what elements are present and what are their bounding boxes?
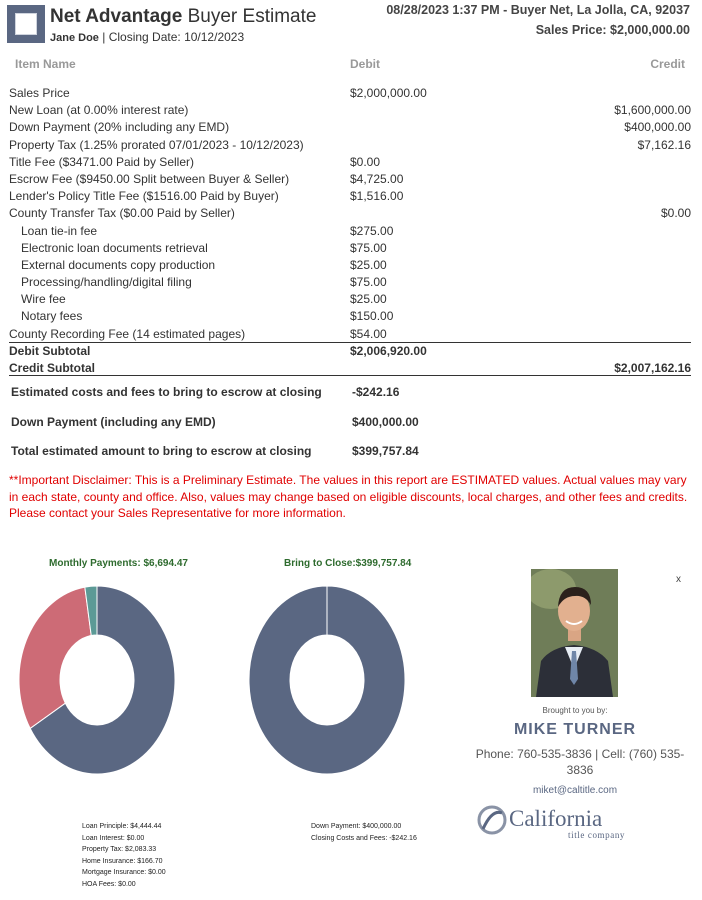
agent-photo (531, 569, 618, 697)
row-item-name: County Recording Fee (14 estimated pages) (9, 326, 246, 341)
total-amount-value: $399,757.84 (352, 444, 419, 458)
table-row (9, 240, 691, 257)
row-debit: $25.00 (350, 292, 387, 307)
subtotal-divider-bottom (9, 375, 691, 376)
table-row (9, 188, 691, 205)
table-row (9, 154, 691, 171)
legend-entry: Property Tax: $2,083.33 (82, 846, 157, 853)
column-credit: Credit (650, 57, 685, 71)
row-debit: $25.00 (350, 257, 387, 272)
report-title: Net Advantage Buyer Estimate (50, 6, 317, 27)
row-debit: $275.00 (350, 223, 394, 238)
disclaimer: **Important Disclaimer: This is a Preliminary Estimate. The values in this report are ESTIMATED values. Actual values may vary in each state, county and office. Also, values may change based on eligible discounts, local charges, and other fees and credits. Please contact your Sales Representative for more information. (9, 473, 688, 520)
legend-entry: Loan Principle: $4,444.44 (82, 823, 162, 830)
row-item-name: Electronic loan documents retrieval (21, 240, 208, 255)
table-row (9, 223, 691, 240)
table-row (9, 326, 691, 343)
table-row (9, 274, 691, 291)
bring-to-close-chart (244, 582, 410, 778)
row-item-name: County Transfer Tax ($0.00 Paid by Seller) (9, 206, 235, 221)
credit-subtotal-row: Credit Subtotal $2,007,162.16 (9, 361, 691, 375)
row-debit: $4,725.00 (350, 171, 404, 186)
row-debit: $2,000,000.00 (350, 86, 427, 100)
bring-to-close-legend (311, 821, 417, 844)
client-closing-line (50, 30, 244, 44)
row-debit: $54.00 (350, 326, 387, 341)
down-payment-label: Down Payment (including any EMD) (11, 415, 216, 429)
pie-slice-down-payment (249, 586, 405, 774)
table-row (9, 137, 691, 154)
row-credit: $1,600,000.00 (614, 103, 691, 118)
legend-entry: Home Insurance: $166.70 (82, 857, 163, 865)
row-item-name: Property Tax (1.25% prorated 07/01/2023 - 10/12/2023) (9, 137, 304, 152)
legend-entry: Mortgage Insurance: $0.00 (82, 869, 166, 876)
row-item-name: Down Payment (20% including any EMD) (9, 120, 230, 135)
close-icon[interactable]: x (676, 574, 681, 585)
company-name: California (509, 806, 603, 831)
brought-to-you-by: Brought to you by: (542, 706, 608, 715)
sales-price-header: Sales Price: $2,000,000.00 (535, 23, 690, 37)
row-item-name: Sales Price (9, 86, 70, 100)
row-item-name: Loan tie-in fee (21, 223, 98, 238)
table-row (9, 308, 691, 325)
pie-slice-property-tax (19, 587, 91, 728)
debit-subtotal-row: Debit Subtotal $2,006,920.00 (9, 343, 427, 358)
estimate-table (9, 85, 691, 377)
row-credit: $0.00 (660, 206, 691, 221)
legend-entry: Loan Interest: $0.00 (82, 834, 145, 842)
bring-to-close-title: Bring to Close:$399,757.84 (284, 558, 412, 569)
estimated-costs-value: -$242.16 (352, 385, 400, 399)
company-tagline: title company (568, 830, 626, 840)
legend-entry: HOA Fees: $0.00 (82, 880, 136, 888)
row-item-name: Processing/handling/digital filing (21, 275, 192, 290)
report-logo (7, 5, 45, 43)
table-row (9, 291, 691, 308)
estimated-costs-label: Estimated costs and fees to bring to escrow at closing (11, 385, 322, 399)
table-row (9, 102, 691, 119)
down-payment-value: $400,000.00 (352, 415, 419, 429)
report-meta: 08/28/2023 1:37 PM - Buyer Net, La Jolla, CA, 92037 (386, 3, 690, 17)
agent-email[interactable]: miket@caltitle.com (532, 785, 618, 796)
legend-entry: Down Payment: $400,000.00 (311, 823, 402, 830)
table-row (9, 119, 691, 136)
table-row (9, 205, 691, 222)
row-credit: $7,162.16 (637, 137, 691, 152)
total-amount-label: Total estimated amount to bring to escrow at closing (11, 444, 312, 458)
monthly-payments-title: Monthly Payments: $6,694.47 (49, 558, 188, 569)
legend-entry: Closing Costs and Fees: -$242.16 (311, 834, 417, 842)
table-row (9, 85, 691, 102)
agent-phones: Phone: 760-535-3836 | Cell: (760) 535-3836 (475, 747, 685, 777)
client-name: Jane Doe (50, 32, 99, 44)
row-debit: $0.00 (350, 154, 381, 169)
subtotal-divider-top (9, 342, 691, 343)
row-debit: $150.00 (350, 309, 394, 324)
row-item-name: Wire fee (21, 292, 66, 307)
row-item-name: External documents copy production (21, 257, 216, 272)
table-row (9, 257, 691, 274)
row-item-name: Notary fees (21, 309, 83, 324)
column-debit: Debit (350, 57, 380, 71)
row-item-name: New Loan (at 0.00% interest rate) (9, 103, 189, 118)
monthly-payments-legend (82, 821, 166, 890)
row-item-name: Title Fee ($3471.00 Paid by Seller) (9, 154, 194, 169)
row-debit: $75.00 (350, 275, 387, 290)
row-item-name: Escrow Fee ($9450.00 Split between Buyer & Seller) (9, 171, 290, 186)
row-debit: $75.00 (350, 240, 387, 255)
table-row (9, 171, 691, 188)
row-credit: $400,000.00 (624, 120, 691, 135)
column-item-name: Item Name (15, 57, 76, 71)
monthly-payments-chart (14, 582, 180, 778)
row-item-name: Lender's Policy Title Fee ($1516.00 Paid by Buyer) (9, 189, 279, 204)
agent-name: MIKE TURNER (513, 721, 637, 738)
row-debit: $1,516.00 (350, 189, 404, 204)
closing-date: | Closing Date: 10/12/2023 (98, 30, 245, 44)
